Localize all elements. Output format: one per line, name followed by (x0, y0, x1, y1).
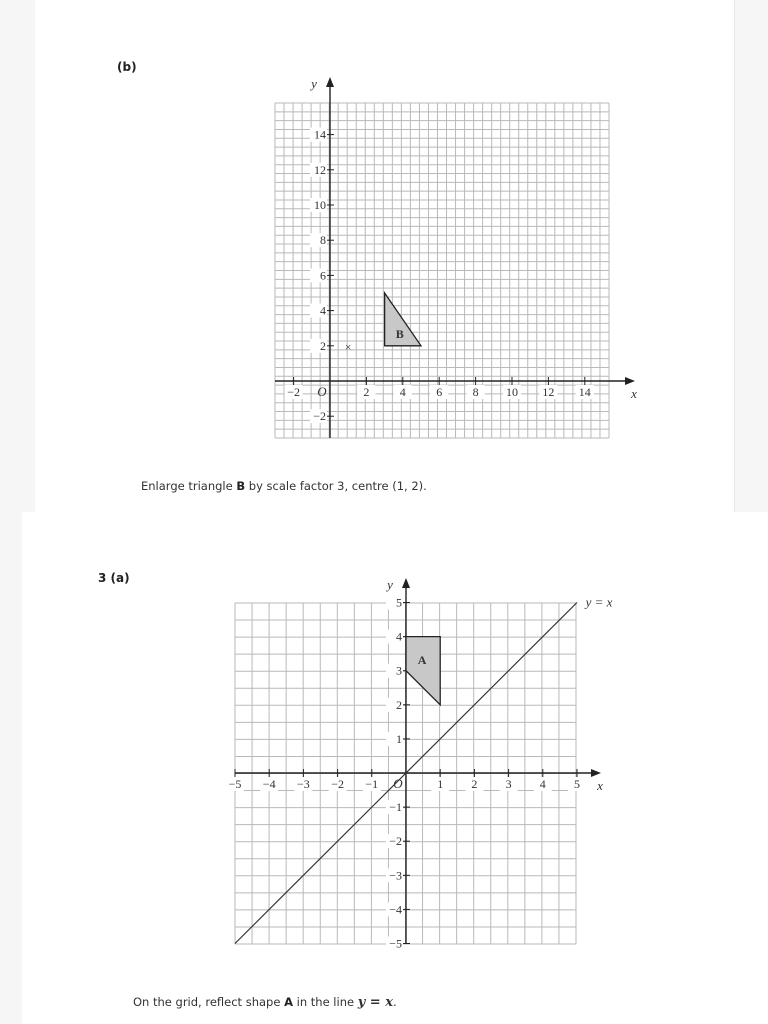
question-3a-label: 3 (a) (98, 571, 130, 585)
x-tick-label: −5 (228, 777, 242, 791)
x-tick-label: 1 (437, 777, 444, 791)
y-tick-label: 10 (314, 198, 326, 212)
y-tick-label: 12 (314, 162, 326, 177)
x-tick-label: −1 (365, 777, 379, 791)
centre-point-marker: × (344, 339, 352, 354)
origin-label: O (317, 384, 327, 399)
x-tick-label: −2 (287, 385, 300, 399)
instruction-text-pre: Enlarge triangle (141, 479, 237, 493)
instruction-shape-b: B (236, 479, 246, 493)
y-tick-label: −2 (313, 409, 326, 424)
y-axis-label: y (387, 577, 393, 592)
question-3a-instruction (133, 995, 397, 1010)
y-tick-label: 1 (396, 731, 402, 746)
y-tick-label: −4 (389, 902, 402, 917)
x-axis-label: x (631, 386, 637, 401)
instruction-shape-a: A (284, 995, 293, 1009)
x-tick-label: 3 (505, 777, 512, 791)
x-axis-label: x (597, 778, 603, 793)
x-tick-label: −3 (297, 777, 310, 791)
x-tick-label: −4 (262, 777, 276, 791)
y-axis-label: y (311, 76, 317, 91)
instruction-eq-end: . (393, 995, 397, 1009)
x-tick-label: 2 (363, 385, 370, 399)
shape-b-label: B (395, 327, 404, 342)
instruction-eq-x: x (385, 995, 393, 1010)
x-tick-label: 5 (574, 777, 580, 791)
instruction-text-pre: On the grid, reflect shape (133, 995, 285, 1009)
y-tick-label: 3 (396, 663, 402, 678)
instruction-eq-y: y (357, 995, 366, 1010)
y-tick-label: 5 (396, 595, 402, 610)
instruction-text-post: by scale factor 3, centre (1, 2). (245, 479, 427, 493)
x-tick-label: 2 (471, 777, 478, 791)
instruction-text-mid: in the line (292, 995, 358, 1009)
y-tick-label: 14 (314, 127, 326, 142)
y-tick-label: 2 (320, 338, 326, 353)
x-tick-label: 10 (506, 385, 518, 399)
y-tick-label: −2 (389, 834, 402, 849)
y-tick-label: 6 (320, 268, 326, 283)
y-tick-label: 4 (396, 629, 402, 644)
x-tick-label: 14 (578, 385, 591, 399)
y-tick-label: −3 (389, 868, 402, 883)
y-axis-arrow-icon (402, 578, 410, 588)
shape-a (406, 637, 440, 705)
y-tick-label: 2 (396, 697, 402, 712)
question-b-label: (b) (117, 60, 137, 74)
x-tick-label: 6 (436, 385, 443, 399)
x-tick-label: 4 (539, 777, 546, 791)
shape-a-label: A (417, 653, 427, 668)
x-axis-arrow-icon (591, 769, 601, 777)
x-tick-label: 4 (399, 385, 406, 399)
line-y-equals-x-label: y = x (585, 594, 613, 610)
y-tick-label: 4 (320, 303, 326, 318)
x-tick-label: 8 (472, 385, 479, 399)
y-tick-label: 8 (320, 233, 326, 248)
origin-label: O (393, 776, 403, 791)
x-tick-label: −2 (331, 777, 344, 791)
x-tick-label: 12 (542, 385, 555, 399)
instruction-eq-equals: = (365, 995, 386, 1010)
y-tick-label: −1 (389, 800, 402, 815)
y-tick-label: −5 (389, 936, 402, 951)
